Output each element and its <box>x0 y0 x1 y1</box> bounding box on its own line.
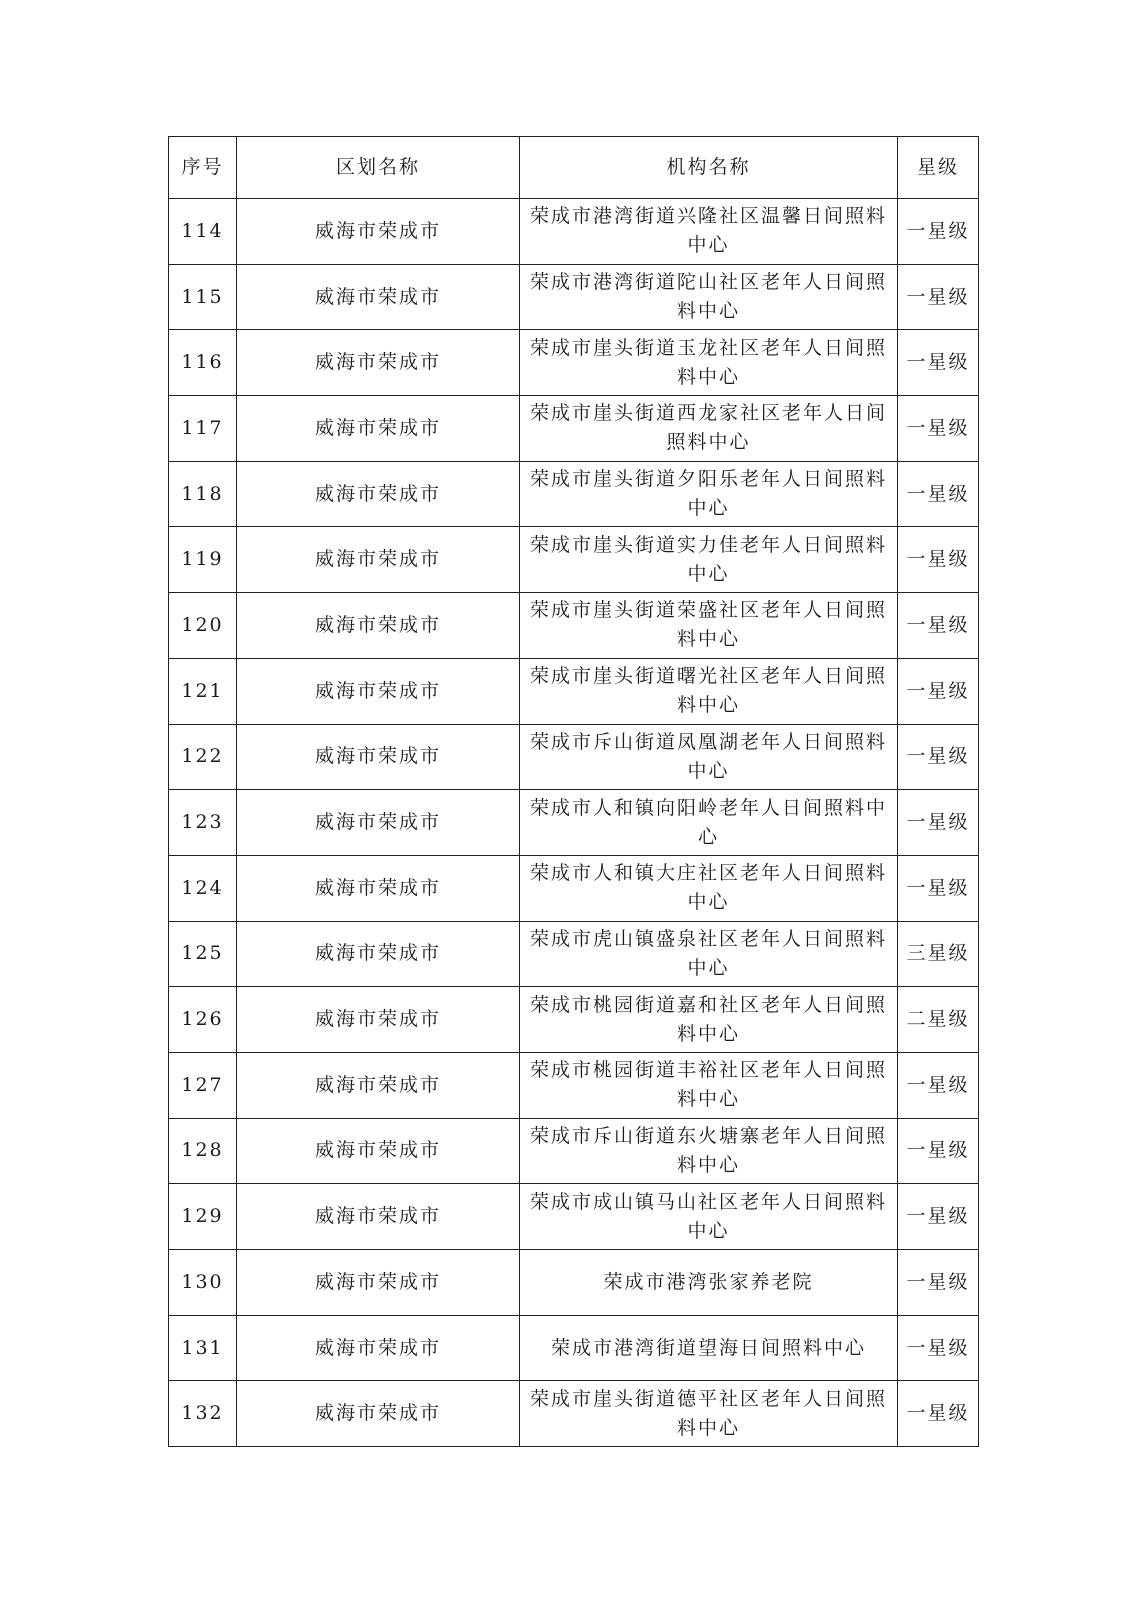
cell-region: 威海市荣成市 <box>237 658 520 724</box>
cell-no: 117 <box>169 396 237 462</box>
cell-no: 120 <box>169 593 237 659</box>
cell-star: 一星级 <box>898 1184 979 1250</box>
cell-region: 威海市荣成市 <box>237 396 520 462</box>
cell-org: 荣成市成山镇马山社区老年人日间照料中心 <box>520 1184 898 1250</box>
cell-no: 115 <box>169 264 237 330</box>
cell-org: 荣成市崖头街道荣盛社区老年人日间照料中心 <box>520 593 898 659</box>
header-star: 星级 <box>898 137 979 199</box>
table-row <box>169 1250 979 1316</box>
cell-star: 一星级 <box>898 396 979 462</box>
cell-org: 荣成市斥山街道东火塘寨老年人日间照料中心 <box>520 1118 898 1184</box>
cell-no: 118 <box>169 461 237 527</box>
table-row <box>169 264 979 330</box>
cell-no: 126 <box>169 987 237 1053</box>
cell-no: 123 <box>169 790 237 856</box>
cell-region: 威海市荣成市 <box>237 199 520 265</box>
cell-region: 威海市荣成市 <box>237 1118 520 1184</box>
cell-star: 一星级 <box>898 1315 979 1381</box>
cell-region: 威海市荣成市 <box>237 527 520 593</box>
table-row <box>169 1315 979 1381</box>
table-row <box>169 1052 979 1118</box>
cell-star: 一星级 <box>898 264 979 330</box>
cell-region: 威海市荣成市 <box>237 1184 520 1250</box>
cell-no: 122 <box>169 724 237 790</box>
cell-org: 荣成市港湾街道陀山社区老年人日间照料中心 <box>520 264 898 330</box>
cell-no: 131 <box>169 1315 237 1381</box>
cell-star: 一星级 <box>898 1381 979 1447</box>
cell-region: 威海市荣成市 <box>237 790 520 856</box>
cell-org: 荣成市港湾街道兴隆社区温馨日间照料中心 <box>520 199 898 265</box>
cell-org: 荣成市人和镇大庄社区老年人日间照料中心 <box>520 855 898 921</box>
header-no: 序号 <box>169 137 237 199</box>
cell-no: 125 <box>169 921 237 987</box>
table-row <box>169 330 979 396</box>
table-row <box>169 1184 979 1250</box>
cell-no: 128 <box>169 1118 237 1184</box>
table-row <box>169 724 979 790</box>
table-row <box>169 987 979 1053</box>
cell-star: 一星级 <box>898 790 979 856</box>
cell-org: 荣成市人和镇向阳岭老年人日间照料中心 <box>520 790 898 856</box>
cell-star: 一星级 <box>898 724 979 790</box>
cell-org: 荣成市港湾街道望海日间照料中心 <box>520 1315 898 1381</box>
table-row <box>169 855 979 921</box>
cell-star: 一星级 <box>898 461 979 527</box>
cell-region: 威海市荣成市 <box>237 921 520 987</box>
cell-star: 一星级 <box>898 658 979 724</box>
cell-no: 114 <box>169 199 237 265</box>
cell-region: 威海市荣成市 <box>237 264 520 330</box>
table-row <box>169 790 979 856</box>
cell-region: 威海市荣成市 <box>237 1250 520 1316</box>
cell-star: 三星级 <box>898 921 979 987</box>
table-row <box>169 527 979 593</box>
header-org: 机构名称 <box>520 137 898 199</box>
table-row <box>169 461 979 527</box>
cell-star: 一星级 <box>898 1052 979 1118</box>
table-row <box>169 593 979 659</box>
institution-table <box>168 136 979 1447</box>
cell-region: 威海市荣成市 <box>237 1315 520 1381</box>
cell-region: 威海市荣成市 <box>237 1381 520 1447</box>
table-row <box>169 921 979 987</box>
table-header-row <box>169 137 979 199</box>
cell-no: 127 <box>169 1052 237 1118</box>
table-row <box>169 658 979 724</box>
cell-org: 荣成市崖头街道西龙家社区老年人日间照料中心 <box>520 396 898 462</box>
cell-region: 威海市荣成市 <box>237 330 520 396</box>
cell-org: 荣成市桃园街道丰裕社区老年人日间照料中心 <box>520 1052 898 1118</box>
cell-region: 威海市荣成市 <box>237 1052 520 1118</box>
cell-org: 荣成市桃园街道嘉和社区老年人日间照料中心 <box>520 987 898 1053</box>
cell-star: 一星级 <box>898 199 979 265</box>
cell-star: 一星级 <box>898 527 979 593</box>
cell-org: 荣成市虎山镇盛泉社区老年人日间照料中心 <box>520 921 898 987</box>
cell-star: 一星级 <box>898 1118 979 1184</box>
cell-no: 129 <box>169 1184 237 1250</box>
cell-no: 132 <box>169 1381 237 1447</box>
cell-star: 一星级 <box>898 330 979 396</box>
table-row <box>169 396 979 462</box>
cell-region: 威海市荣成市 <box>237 855 520 921</box>
cell-region: 威海市荣成市 <box>237 593 520 659</box>
cell-region: 威海市荣成市 <box>237 461 520 527</box>
cell-no: 124 <box>169 855 237 921</box>
cell-org: 荣成市崖头街道夕阳乐老年人日间照料中心 <box>520 461 898 527</box>
table-row <box>169 1381 979 1447</box>
cell-no: 121 <box>169 658 237 724</box>
cell-org: 荣成市崖头街道玉龙社区老年人日间照料中心 <box>520 330 898 396</box>
cell-star: 一星级 <box>898 1250 979 1316</box>
cell-region: 威海市荣成市 <box>237 987 520 1053</box>
table-row <box>169 1118 979 1184</box>
cell-star: 一星级 <box>898 855 979 921</box>
cell-region: 威海市荣成市 <box>237 724 520 790</box>
cell-org: 荣成市斥山街道凤凰湖老年人日间照料中心 <box>520 724 898 790</box>
cell-org: 荣成市崖头街道曙光社区老年人日间照料中心 <box>520 658 898 724</box>
table-row <box>169 199 979 265</box>
cell-org: 荣成市崖头街道德平社区老年人日间照料中心 <box>520 1381 898 1447</box>
header-region: 区划名称 <box>237 137 520 199</box>
cell-no: 119 <box>169 527 237 593</box>
cell-no: 130 <box>169 1250 237 1316</box>
cell-star: 一星级 <box>898 593 979 659</box>
cell-star: 二星级 <box>898 987 979 1053</box>
cell-no: 116 <box>169 330 237 396</box>
cell-org: 荣成市港湾张家养老院 <box>520 1250 898 1316</box>
cell-org: 荣成市崖头街道实力佳老年人日间照料中心 <box>520 527 898 593</box>
